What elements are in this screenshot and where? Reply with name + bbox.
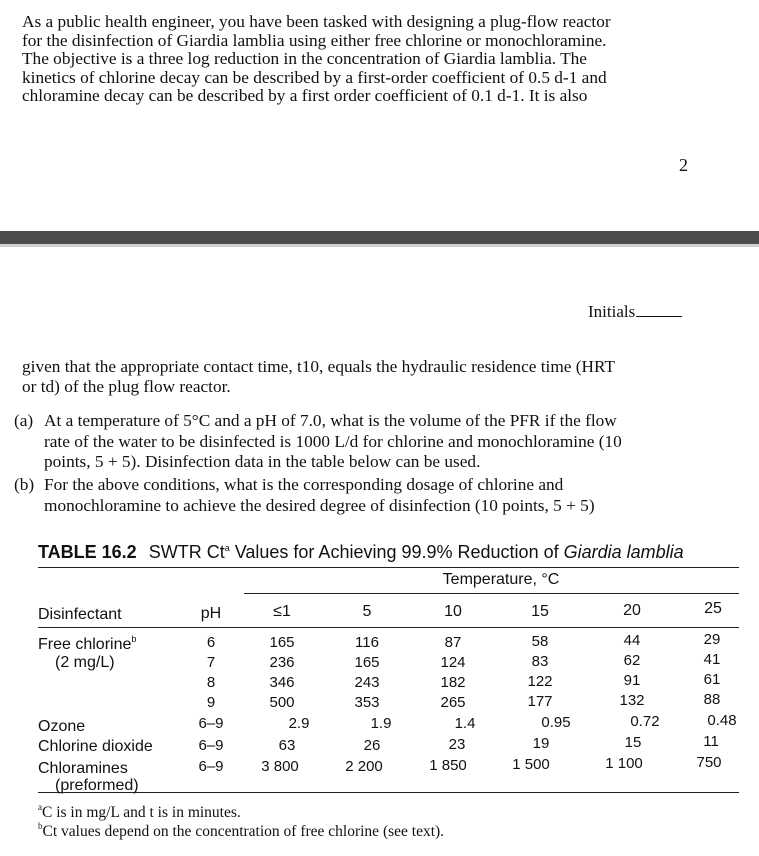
question-a-line-3: points, 5 + 5). Disinfection data in the table below can be used. — [44, 452, 481, 471]
footnote-a: $^a$C is in mg/L and t is in minutes. — [38, 802, 241, 821]
footnote-b: $^b$Ct values depend on the concentration of free chlorine (see text). — [38, 821, 445, 840]
ozone-label: Ozone — [38, 718, 86, 735]
chlorine-dioxide-t1: 63 — [278, 737, 296, 754]
question-a-line-1: At a temperature of 5°C and a pH of 7.0, what is the volume of the PFR if the flow — [44, 411, 617, 430]
table-title-main: SWTR Ct — [148, 542, 225, 562]
fc-row3-t20: 91 — [623, 672, 641, 689]
fc-row1-t20: 44 — [623, 632, 641, 649]
ozone-t1: 2.9 — [288, 715, 310, 732]
continuation-line-1: given that the appropriate contact time, t10, equals the hydraulic residence time (HRT — [22, 357, 616, 376]
page-divider — [0, 231, 759, 244]
fc-row4-t10: 265 — [440, 694, 466, 711]
column-temp-le1: ≤1 — [273, 603, 291, 620]
fc-row2-t5: 165 — [354, 654, 380, 671]
chlorine-dioxide-t25: 11 — [703, 733, 719, 750]
column-ph: pH — [200, 605, 222, 622]
header-bottom-rule — [38, 627, 739, 628]
page-divider-shadow — [0, 244, 759, 247]
question-b-line-1: For the above conditions, what is the corresponding dosage of chlorine and — [44, 475, 564, 494]
fc-row1-t5: 116 — [355, 634, 379, 651]
column-temp-20: 20 — [623, 602, 641, 619]
column-disinfectant: Disinfectant — [38, 606, 122, 623]
chlorine-dioxide-t15: 19 — [532, 735, 550, 752]
intro-line-4: kinetics of chlorine decay can be described by a first-order coefficient of 0.5 d-1 and — [22, 67, 607, 87]
column-temp-25: 25 — [704, 600, 722, 617]
chloramines-t10: 1 850 — [429, 757, 467, 774]
ozone-t10: 1.4 — [454, 715, 476, 732]
fc-row3-t25: 61 — [703, 671, 721, 688]
temperature-rule — [244, 593, 739, 594]
table-title-organism: Giardia lamblia — [563, 542, 684, 562]
table-top-rule — [38, 567, 739, 568]
fc-row1-ph: 6 — [206, 634, 216, 651]
question-b-label: (b) — [14, 475, 35, 494]
table-title-rest: Values for Achieving 99.9% Reduction of — [229, 542, 564, 562]
free-chlorine-label: Free chlorine$^b$ — [38, 634, 137, 653]
fc-row4-t25: 88 — [703, 691, 721, 708]
initials-blank — [636, 302, 682, 317]
fc-row2-t20: 62 — [623, 652, 641, 669]
chlorine-dioxide-t5: 26 — [363, 737, 381, 754]
table-number: TABLE 16.2 — [38, 542, 137, 562]
intro-line-2: for the disinfection of Giardia lamblia using either free chlorine or monochloramine. — [22, 30, 607, 50]
fc-row2-t15: 83 — [531, 653, 549, 670]
chloramines-t5: 2 200 — [345, 758, 383, 775]
table-title — [38, 542, 684, 563]
chloramines-note: (preformed) — [55, 777, 139, 794]
intro-line-3: The objective is a three log reduction in the concentration of Giardia lamblia. The — [22, 49, 587, 69]
column-temp-5: 5 — [362, 603, 372, 620]
ozone-t20: 0.72 — [630, 713, 660, 730]
initials-label: Initials — [588, 302, 636, 321]
free-chlorine-concentration: (2 mg/L) — [55, 654, 115, 671]
ozone-ph: 6–9 — [198, 715, 224, 732]
ozone-t25: 0.48 — [707, 712, 737, 729]
fc-row4-ph: 9 — [206, 694, 216, 711]
temperature-header: Temperature, °C — [442, 571, 560, 588]
fc-row3-t10: 182 — [440, 674, 466, 691]
column-temp-10: 10 — [444, 603, 462, 620]
fc-row1-t15: 58 — [531, 633, 549, 650]
fc-row2-t25: 41 — [703, 651, 721, 668]
fc-row3-t1: 346 — [269, 674, 295, 691]
initials-field — [588, 302, 682, 322]
chlorine-dioxide-t10: 23 — [448, 736, 466, 753]
fc-row1-t25: 29 — [703, 631, 721, 648]
chlorine-dioxide-label: Chlorine dioxide — [38, 738, 153, 755]
fc-row3-t15: 122 — [527, 673, 553, 690]
table-title-sup: a — [224, 543, 230, 553]
question-a-label: (a) — [14, 411, 34, 430]
chloramines-t25: 750 — [696, 754, 722, 771]
question-a-line-2: rate of the water to be disinfected is 1000 L/d for chlorine and monochloramine (10 — [44, 431, 622, 451]
fc-row1-t10: 87 — [444, 634, 462, 651]
intro-line-1: As a public health engineer, you have been tasked with designing a plug-flow reactor — [22, 12, 611, 31]
fc-row4-t20: 132 — [619, 692, 645, 709]
fc-row4-t1: 500 — [269, 694, 295, 711]
fc-row3-t5: 243 — [354, 674, 380, 691]
chlorine-dioxide-ph: 6–9 — [198, 737, 224, 754]
chloramines-ph: 6–9 — [198, 758, 224, 775]
chloramines-t20: 1 100 — [605, 755, 643, 772]
fc-row2-ph: 7 — [206, 654, 216, 671]
chlorine-dioxide-t20: 15 — [624, 734, 642, 751]
chloramines-label: Chloramines — [38, 760, 128, 777]
chloramines-t1: 3 800 — [261, 758, 299, 775]
continuation-line-2: or td) of the plug flow reactor. — [22, 377, 231, 396]
fc-row2-t1: 236 — [269, 654, 295, 671]
fc-row4-t15: 177 — [527, 693, 553, 710]
ozone-t5: 1.9 — [370, 715, 392, 732]
question-b-line-2: monochloramine to achieve the desired degree of disinfection (10 points, 5 + 5) — [44, 496, 595, 515]
column-temp-15: 15 — [531, 603, 549, 620]
fc-row2-t10: 124 — [440, 654, 466, 671]
table-bottom-rule — [38, 792, 739, 793]
intro-line-5: chloramine decay can be described by a first order coefficient of 0.1 d-1. It is also — [22, 86, 588, 106]
page-number: 2 — [679, 155, 688, 175]
fc-row4-t5: 353 — [354, 694, 380, 711]
fc-row3-ph: 8 — [206, 674, 216, 691]
chloramines-t15: 1 500 — [512, 756, 550, 773]
fc-row1-t1: 165 — [269, 634, 295, 651]
ozone-t15: 0.95 — [541, 714, 571, 731]
